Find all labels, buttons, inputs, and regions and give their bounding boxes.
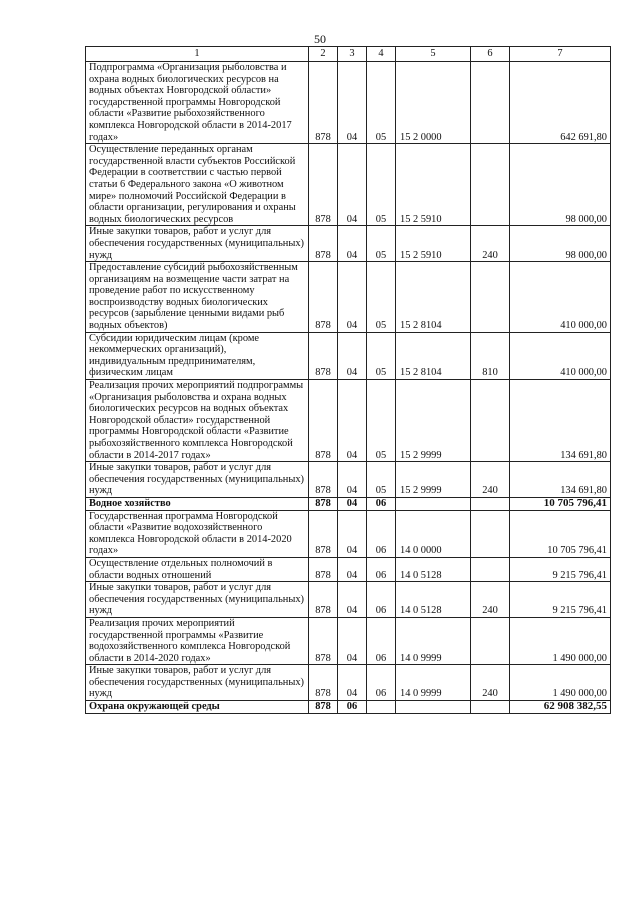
subsection-code-cell: 05 (367, 226, 396, 262)
row-name-cell: Подпрограмма «Организация рыболовства и охрана водных биологических ресурсов на водных объектах Новгородской области» государственной программы Новгородской области «Развитие рыбохозяйственного комплекса Новгородской области в 2014-2017 годах» (86, 62, 309, 144)
table-row (86, 226, 611, 262)
subsection-code-cell: 06 (367, 617, 396, 664)
row-name-cell: Осуществление отдельных полномочий в области водных отношений (86, 557, 309, 581)
expense-type-cell: 240 (471, 665, 510, 701)
page-number: 50 (314, 32, 326, 46)
target-article-cell: 14 0 5128 (396, 557, 471, 581)
section-code-cell: 04 (338, 226, 367, 262)
amount-cell: 134 691,80 (510, 462, 611, 498)
subsection-code-cell: 05 (367, 144, 396, 226)
expense-type-cell (471, 144, 510, 226)
section-code-cell: 04 (338, 557, 367, 581)
section-code-cell: 04 (338, 462, 367, 498)
expense-type-cell (471, 380, 510, 462)
table-row (86, 497, 611, 510)
ministry-code-cell: 878 (309, 497, 338, 510)
target-article-cell: 14 0 9999 (396, 617, 471, 664)
ministry-code-cell: 878 (309, 701, 338, 714)
section-code-cell: 04 (338, 665, 367, 701)
expense-type-cell: 810 (471, 332, 510, 379)
amount-cell: 1 490 000,00 (510, 617, 611, 664)
ministry-code-cell: 878 (309, 462, 338, 498)
amount-cell: 9 215 796,41 (510, 557, 611, 581)
section-code-cell: 04 (338, 62, 367, 144)
ministry-code-cell: 878 (309, 144, 338, 226)
table-row (86, 332, 611, 379)
target-article-cell: 15 2 0000 (396, 62, 471, 144)
target-article-cell: 15 2 9999 (396, 380, 471, 462)
target-article-cell (396, 701, 471, 714)
expense-type-cell (471, 262, 510, 333)
target-article-cell: 14 0 5128 (396, 582, 471, 618)
column-header-1: 1 (86, 47, 309, 62)
amount-cell: 410 000,00 (510, 262, 611, 333)
column-header-3: 3 (338, 47, 367, 62)
expense-type-cell (471, 701, 510, 714)
expense-type-cell (471, 557, 510, 581)
target-article-cell: 14 0 9999 (396, 665, 471, 701)
subsection-code-cell: 05 (367, 332, 396, 379)
row-name-cell: Иные закупки товаров, работ и услуг для обеспечения государственных (муниципальных) нужд (86, 462, 309, 498)
table-header-row (86, 47, 611, 62)
table-row (86, 144, 611, 226)
row-name-cell: Реализация прочих мероприятий государственной программы «Развитие водохозяйственного комплекса Новгородской области в 2014-2020 годах» (86, 617, 309, 664)
ministry-code-cell: 878 (309, 62, 338, 144)
amount-cell: 1 490 000,00 (510, 665, 611, 701)
amount-cell: 10 705 796,41 (510, 497, 611, 510)
section-code-cell: 04 (338, 510, 367, 557)
table-row (86, 557, 611, 581)
table-row (86, 701, 611, 714)
ministry-code-cell: 878 (309, 557, 338, 581)
expense-type-cell: 240 (471, 462, 510, 498)
ministry-code-cell: 878 (309, 226, 338, 262)
section-code-cell: 04 (338, 380, 367, 462)
section-code-cell: 04 (338, 262, 367, 333)
ministry-code-cell: 878 (309, 617, 338, 664)
ministry-code-cell: 878 (309, 332, 338, 379)
section-code-cell: 04 (338, 144, 367, 226)
amount-cell: 410 000,00 (510, 332, 611, 379)
ministry-code-cell: 878 (309, 380, 338, 462)
expense-type-cell (471, 62, 510, 144)
subsection-code-cell: 05 (367, 462, 396, 498)
subsection-code-cell: 05 (367, 262, 396, 333)
subsection-code-cell: 05 (367, 62, 396, 144)
section-code-cell: 04 (338, 582, 367, 618)
row-name-cell: Охрана окружающей среды (86, 701, 309, 714)
amount-cell: 134 691,80 (510, 380, 611, 462)
target-article-cell: 15 2 8104 (396, 332, 471, 379)
column-header-5: 5 (396, 47, 471, 62)
column-header-4: 4 (367, 47, 396, 62)
target-article-cell: 14 0 0000 (396, 510, 471, 557)
row-name-cell: Осуществление переданных органам государственной власти субъектов Российской Федерации в соответствии с частью первой статьи 6 Федерального закона «О животном мире» полномочий Российской Федерации в области организации, регулирования и охраны водных биологических ресурсов (86, 144, 309, 226)
ministry-code-cell: 878 (309, 582, 338, 618)
subsection-code-cell: 05 (367, 380, 396, 462)
target-article-cell: 15 2 8104 (396, 262, 471, 333)
table-row (86, 380, 611, 462)
expense-type-cell (471, 617, 510, 664)
amount-cell: 10 705 796,41 (510, 510, 611, 557)
row-name-cell: Субсидии юридическим лицам (кроме некоммерческих организаций), индивидуальным предпринимателям, физическим лицам (86, 332, 309, 379)
column-header-2: 2 (309, 47, 338, 62)
target-article-cell: 15 2 5910 (396, 226, 471, 262)
subsection-code-cell: 06 (367, 665, 396, 701)
column-header-6: 6 (471, 47, 510, 62)
section-code-cell: 04 (338, 332, 367, 379)
subsection-code-cell (367, 701, 396, 714)
target-article-cell (396, 497, 471, 510)
target-article-cell: 15 2 5910 (396, 144, 471, 226)
amount-cell: 9 215 796,41 (510, 582, 611, 618)
row-name-cell: Иные закупки товаров, работ и услуг для обеспечения государственных (муниципальных) нужд (86, 582, 309, 618)
section-code-cell: 04 (338, 497, 367, 510)
section-code-cell: 04 (338, 617, 367, 664)
amount-cell: 98 000,00 (510, 226, 611, 262)
table-row (86, 582, 611, 618)
row-name-cell: Иные закупки товаров, работ и услуг для обеспечения государственных (муниципальных) нужд (86, 665, 309, 701)
ministry-code-cell: 878 (309, 262, 338, 333)
expense-type-cell (471, 510, 510, 557)
subsection-code-cell: 06 (367, 582, 396, 618)
row-name-cell: Иные закупки товаров, работ и услуг для обеспечения государственных (муниципальных) нужд (86, 226, 309, 262)
amount-cell: 642 691,80 (510, 62, 611, 144)
row-name-cell: Государственная программа Новгородской области «Развитие водохозяйственного комплекса Новгородской области в 2014-2020 годах» (86, 510, 309, 557)
ministry-code-cell: 878 (309, 510, 338, 557)
ministry-code-cell: 878 (309, 665, 338, 701)
row-name-cell: Реализация прочих мероприятий подпрограммы «Организация рыболовства и охрана водных биологических ресурсов на водных объектах Новгородской области» государственной программы Новгородской области «Развитие рыбохозяйственного комплекса Новгородской области в 2014-2017 годах» (86, 380, 309, 462)
table-row (86, 510, 611, 557)
subsection-code-cell: 06 (367, 510, 396, 557)
subsection-code-cell: 06 (367, 497, 396, 510)
subsection-code-cell: 06 (367, 557, 396, 581)
expense-type-cell: 240 (471, 226, 510, 262)
budget-table (85, 46, 611, 714)
section-code-cell: 06 (338, 701, 367, 714)
expense-type-cell: 240 (471, 582, 510, 618)
table-row (86, 617, 611, 664)
row-name-cell: Водное хозяйство (86, 497, 309, 510)
amount-cell: 62 908 382,55 (510, 701, 611, 714)
expense-type-cell (471, 497, 510, 510)
table-row (86, 262, 611, 333)
table-row (86, 665, 611, 701)
row-name-cell: Предоставление субсидий рыбохозяйственным организациям на возмещение части затрат на проведение работ по искусственному воспроизводству водных биологических ресурсов (зарыбление ценными видами рыб водных объектов) (86, 262, 309, 333)
table-row (86, 62, 611, 144)
amount-cell: 98 000,00 (510, 144, 611, 226)
target-article-cell: 15 2 9999 (396, 462, 471, 498)
column-header-7: 7 (510, 47, 611, 62)
table-row (86, 462, 611, 498)
